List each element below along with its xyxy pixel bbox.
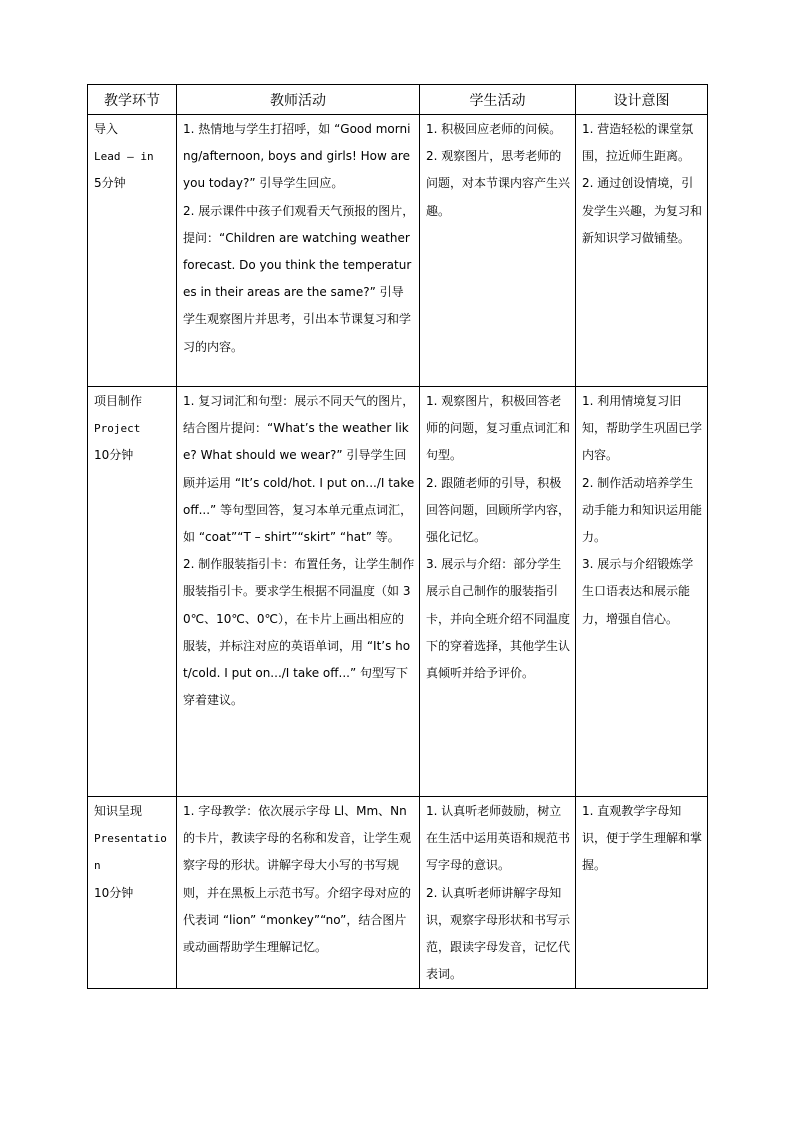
teacher-activity-item: 1. 字母教学：依次展示字母 Ll、Mm、Nn 的卡片，教读字母的名称和发音，让学生观察字母的形状。讲解字母大小写的书写规则，并在黑板上示范书写。介绍字母对应的代表词 “lion” “monkey”“no”，结合图片或动画帮助学生理解记忆。	[183, 804, 412, 955]
stage-duration: 5分钟	[94, 176, 126, 191]
design-intent-cell	[576, 797, 708, 989]
student-activity-item: 3. 展示与介绍：部分学生展示自己制作的服装指引卡，并向全班介绍不同温度下的穿着选择，其他学生认真倾听并给予评价。	[426, 557, 571, 681]
header-teacher-activity: 教师活动	[177, 85, 420, 115]
student-activity-item: 1. 观察图片，积极回答老师的问题，复习重点词汇和句型。	[426, 394, 571, 463]
stage-duration: 10分钟	[94, 448, 134, 463]
stage-name: 知识呈现	[94, 804, 143, 818]
student-activity-item: 1. 积极回应老师的问候。	[426, 122, 562, 136]
stage-english-name: Presentation	[94, 832, 167, 873]
student-activity-cell	[420, 797, 576, 989]
stage-duration: 10分钟	[94, 885, 134, 900]
design-intent-cell	[576, 115, 708, 387]
teacher-activity-item: 1. 热情地与学生打招呼，如 “Good morning/afternoon, boys and girls! How are you today?” 引导学生回应。	[183, 122, 411, 191]
teacher-activity-cell	[177, 115, 420, 387]
student-activity-item: 2. 观察图片，思考老师的问题，对本节课内容产生兴趣。	[426, 149, 571, 218]
stage-english-name: Lead – in	[94, 150, 154, 164]
table-row-lead-in	[88, 115, 708, 387]
student-activity-item: 2. 跟随老师的引导，积极回答问题，回顾所学内容，强化记忆。	[426, 475, 571, 545]
header-row	[88, 85, 708, 115]
lesson-plan-table	[87, 84, 708, 989]
student-activity-cell	[420, 115, 576, 387]
stage-cell	[88, 797, 177, 989]
header-stage: 教学环节	[88, 85, 177, 115]
header-design-intent: 设计意图	[576, 85, 708, 115]
table-row-project	[88, 387, 708, 797]
student-activity-item: 2. 认真听老师讲解字母知识，观察字母形状和书写示范，跟读字母发音，记忆代表词。	[426, 885, 571, 982]
header-student-activity: 学生活动	[420, 85, 576, 115]
stage-cell	[88, 115, 177, 387]
stage-name: 导入	[94, 122, 119, 136]
design-intent-item: 1. 直观教学字母知识，便于学生理解和掌握。	[582, 804, 703, 873]
teacher-activity-item: 1. 复习词汇和句型：展示不同天气的图片，结合图片提问：“What’s the weather like? What should we wear?” 引导学生回顾并运用 “It’s cold/hot. I put on.../I take off...” 等句型回答，复习本单元重点词汇，如 “coat”“T – shirt”“skirt” “hat” 等。	[183, 394, 415, 545]
design-intent-item: 2. 制作活动培养学生动手能力和知识运用能力。	[582, 475, 703, 545]
teacher-activity-cell	[177, 797, 420, 989]
design-intent-item: 3. 展示与介绍锻炼学生口语表达和展示能力，增强自信心。	[582, 557, 694, 626]
teacher-activity-cell	[177, 387, 420, 797]
student-activity-item: 1. 认真听老师鼓励，树立在生活中运用英语和规范书写字母的意识。	[426, 804, 571, 873]
design-intent-cell	[576, 387, 708, 797]
design-intent-item: 1. 营造轻松的课堂氛围，拉近师生距离。	[582, 122, 694, 164]
teacher-activity-item: 2. 展示课件中孩子们观看天气预报的图片，提问：“Children are watching weather forecast. Do you think the temperatures in their areas are the same?” 引导学生观察图片并思考，引出本节课复习和学习的内容。	[183, 203, 415, 354]
stage-name: 项目制作	[94, 394, 143, 408]
design-intent-item: 1. 利用情境复习旧知，帮助学生巩固已学内容。	[582, 394, 703, 463]
student-activity-cell	[420, 387, 576, 797]
stage-cell	[88, 387, 177, 797]
design-intent-item: 2. 通过创设情境，引发学生兴趣，为复习和新知识学习做铺垫。	[582, 176, 703, 245]
teacher-activity-item: 2. 制作服装指引卡：布置任务，让学生制作服装指引卡。要求学生根据不同温度（如 30℃、10℃、0℃），在卡片上画出相应的服装，并标注对应的英语单词，用 “It’s hot/cold. I put on.../I take off...” 句型写下穿着建议。	[183, 557, 415, 708]
table-row-presentation	[88, 797, 708, 989]
stage-english-name: Project	[94, 422, 141, 436]
